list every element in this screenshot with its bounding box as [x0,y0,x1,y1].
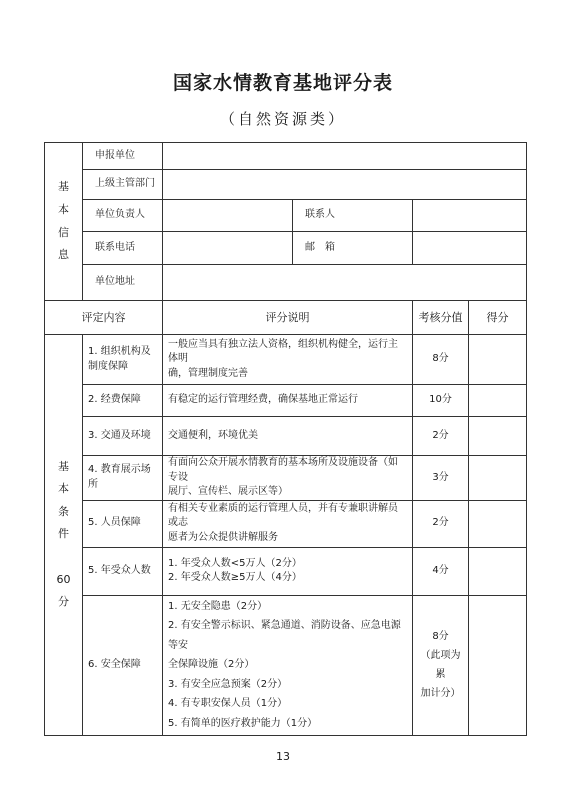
criterion-got[interactable] [469,417,527,456]
criterion-name: 4. 教育展示场所 [83,456,163,501]
score-table [44,142,527,736]
criterion-score: 4分 [413,547,469,595]
table-row [45,456,527,501]
contact-person-label: 联系人 [293,200,413,232]
criterion-score: 10分 [413,385,469,417]
criterion-description: 交通便利，环境优美 [163,417,413,456]
table-row [45,547,527,595]
criterion-score: 8分 [413,335,469,385]
criterion-description: 有面向公众开展水情教育的基本场所及设施设备（如专设 展厅、宣传栏、展示区等） [163,456,413,501]
leader-value[interactable] [163,200,293,232]
criterion-got[interactable] [469,500,527,547]
criterion-got[interactable] [469,385,527,417]
phone-label: 联系电话 [83,232,163,265]
header-got: 得分 [469,301,527,335]
table-row [45,500,527,547]
criterion-score: 3分 [413,456,469,501]
basic-info-section-label: 基 本 信 息 [45,143,83,301]
criterion-score: 2分 [413,500,469,547]
header-description: 评分说明 [163,301,413,335]
criterion-score: 2分 [413,417,469,456]
header-score: 考核分值 [413,301,469,335]
criterion-name: 5. 年受众人数 [83,547,163,595]
criterion-name: 1. 组织机构及 制度保障 [83,335,163,385]
criterion-got[interactable] [469,335,527,385]
address-value[interactable] [163,265,527,301]
table-row [45,385,527,417]
header-item: 评定内容 [45,301,163,335]
page-title: 国家水情教育基地评分表 [172,72,393,94]
criterion-got[interactable] [469,595,527,735]
leader-label: 单位负责人 [83,200,163,232]
table-row [45,335,527,385]
criterion-name: 6. 安全保障 [83,595,163,735]
page-number: 13 [276,750,290,763]
page-subtitle: （自然资源类） [219,110,346,128]
criterion-name: 2. 经费保障 [83,385,163,417]
criterion-got[interactable] [469,547,527,595]
supervisor-value[interactable] [163,170,527,200]
conditions-section-label: 基 本 条 件 60 分 [45,335,83,736]
mailbox-value[interactable] [413,232,527,265]
criterion-description: 有稳定的运行管理经费，确保基地正常运行 [163,385,413,417]
mailbox-label: 邮 箱 [293,232,413,265]
criterion-got[interactable] [469,456,527,501]
criterion-description: 有相关专业素质的运行管理人员，并有专兼职讲解员或志 愿者为公众提供讲解服务 [163,500,413,547]
table-row [45,595,527,735]
criterion-name: 3. 交通及环境 [83,417,163,456]
criterion-description: 1. 无安全隐患（2分） 2. 有安全警示标识、紧急通道、消防设备、应急电源等安 全保障设施（2分） 3. 有安全应急预案（2分） 4. 有专职安保人员（1分） 5. 有简单的医疗救护能力（1分） [163,595,413,735]
applicant-label: 申报单位 [83,143,163,170]
address-label: 单位地址 [83,265,163,301]
supervisor-label: 上级主管部门 [83,170,163,200]
applicant-value[interactable] [163,143,527,170]
criterion-score: 8分 （此项为累 加计分） [413,595,469,735]
contact-person-value[interactable] [413,200,527,232]
criterion-description: 1. 年受众人数<5万人（2分） 2. 年受众人数≥5万人（4分） [163,547,413,595]
criterion-name: 5. 人员保障 [83,500,163,547]
table-row [45,417,527,456]
phone-value[interactable] [163,232,293,265]
criterion-description: 一般应当具有独立法人资格，组织机构健全，运行主体明 确，管理制度完善 [163,335,413,385]
table-header-row [45,301,527,335]
